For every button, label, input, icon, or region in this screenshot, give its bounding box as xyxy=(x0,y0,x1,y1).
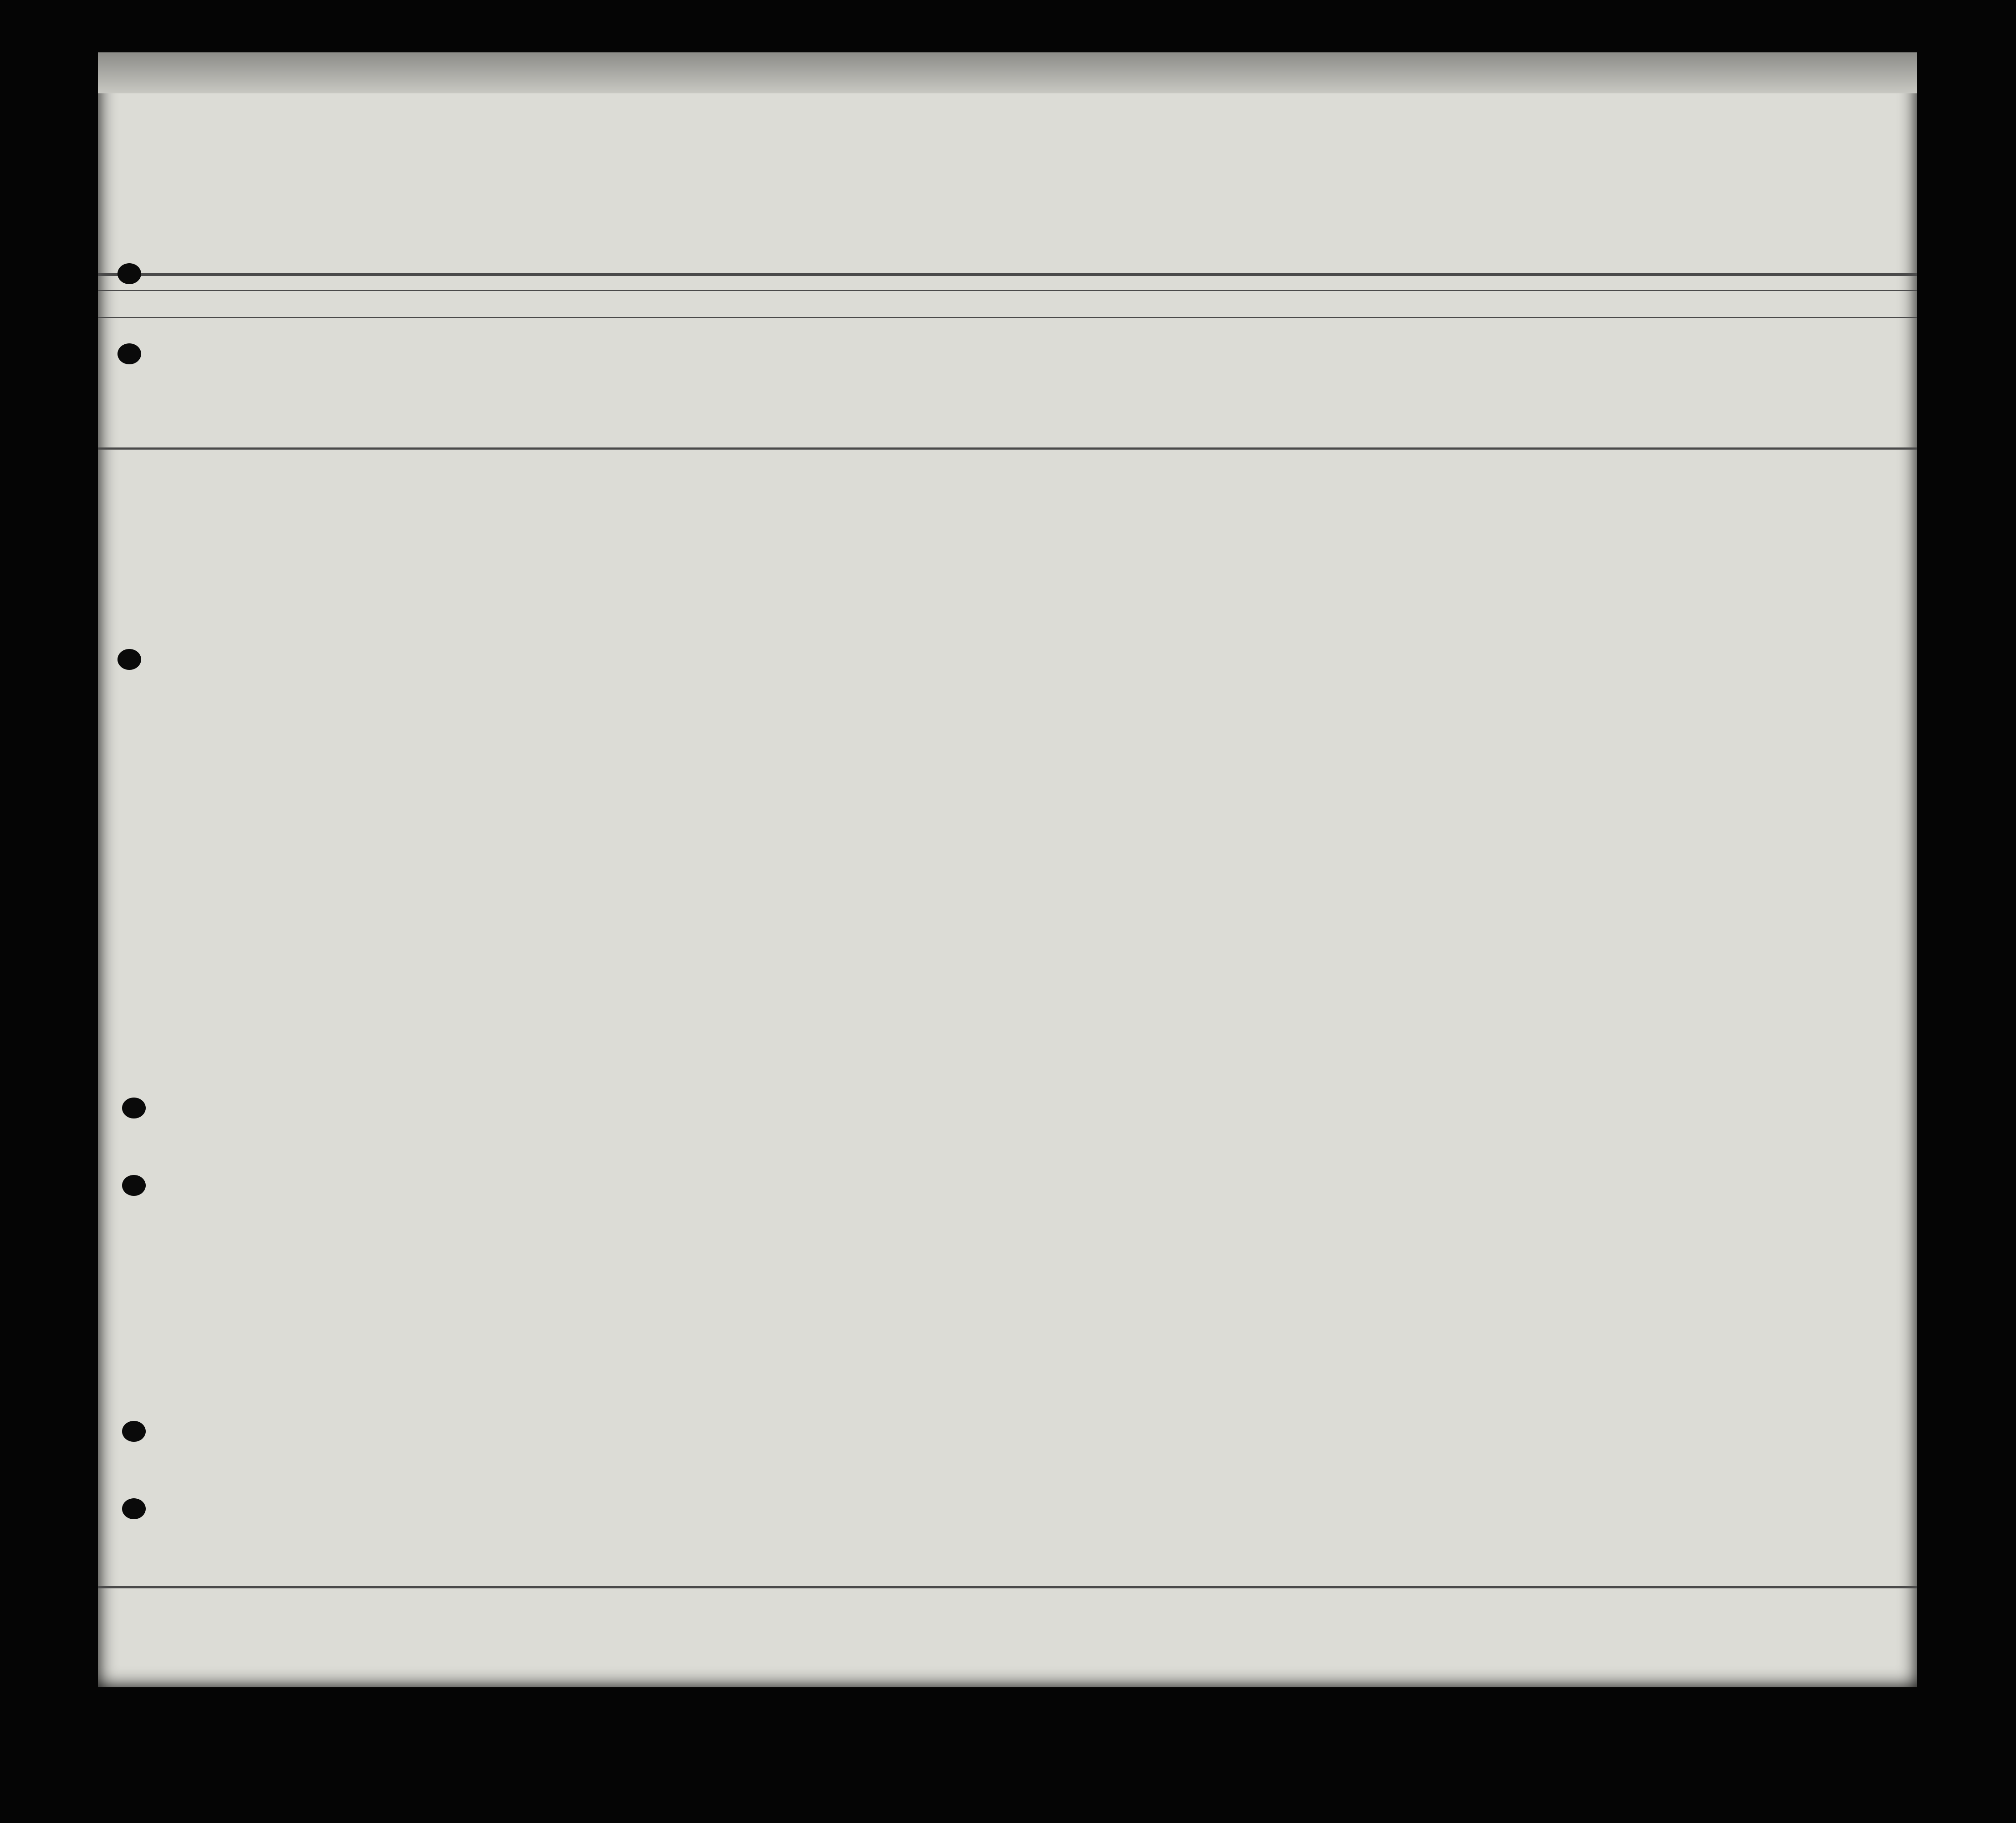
binder-hole xyxy=(117,649,141,670)
binder-hole xyxy=(122,1498,146,1519)
binder-hole xyxy=(122,1098,146,1118)
binder-hole xyxy=(117,263,141,284)
binder-hole xyxy=(117,343,141,364)
binder-hole xyxy=(122,1421,146,1442)
binder-hole xyxy=(122,1175,146,1196)
manifest-sheet xyxy=(98,52,1917,1687)
table-grid xyxy=(98,52,1917,1687)
